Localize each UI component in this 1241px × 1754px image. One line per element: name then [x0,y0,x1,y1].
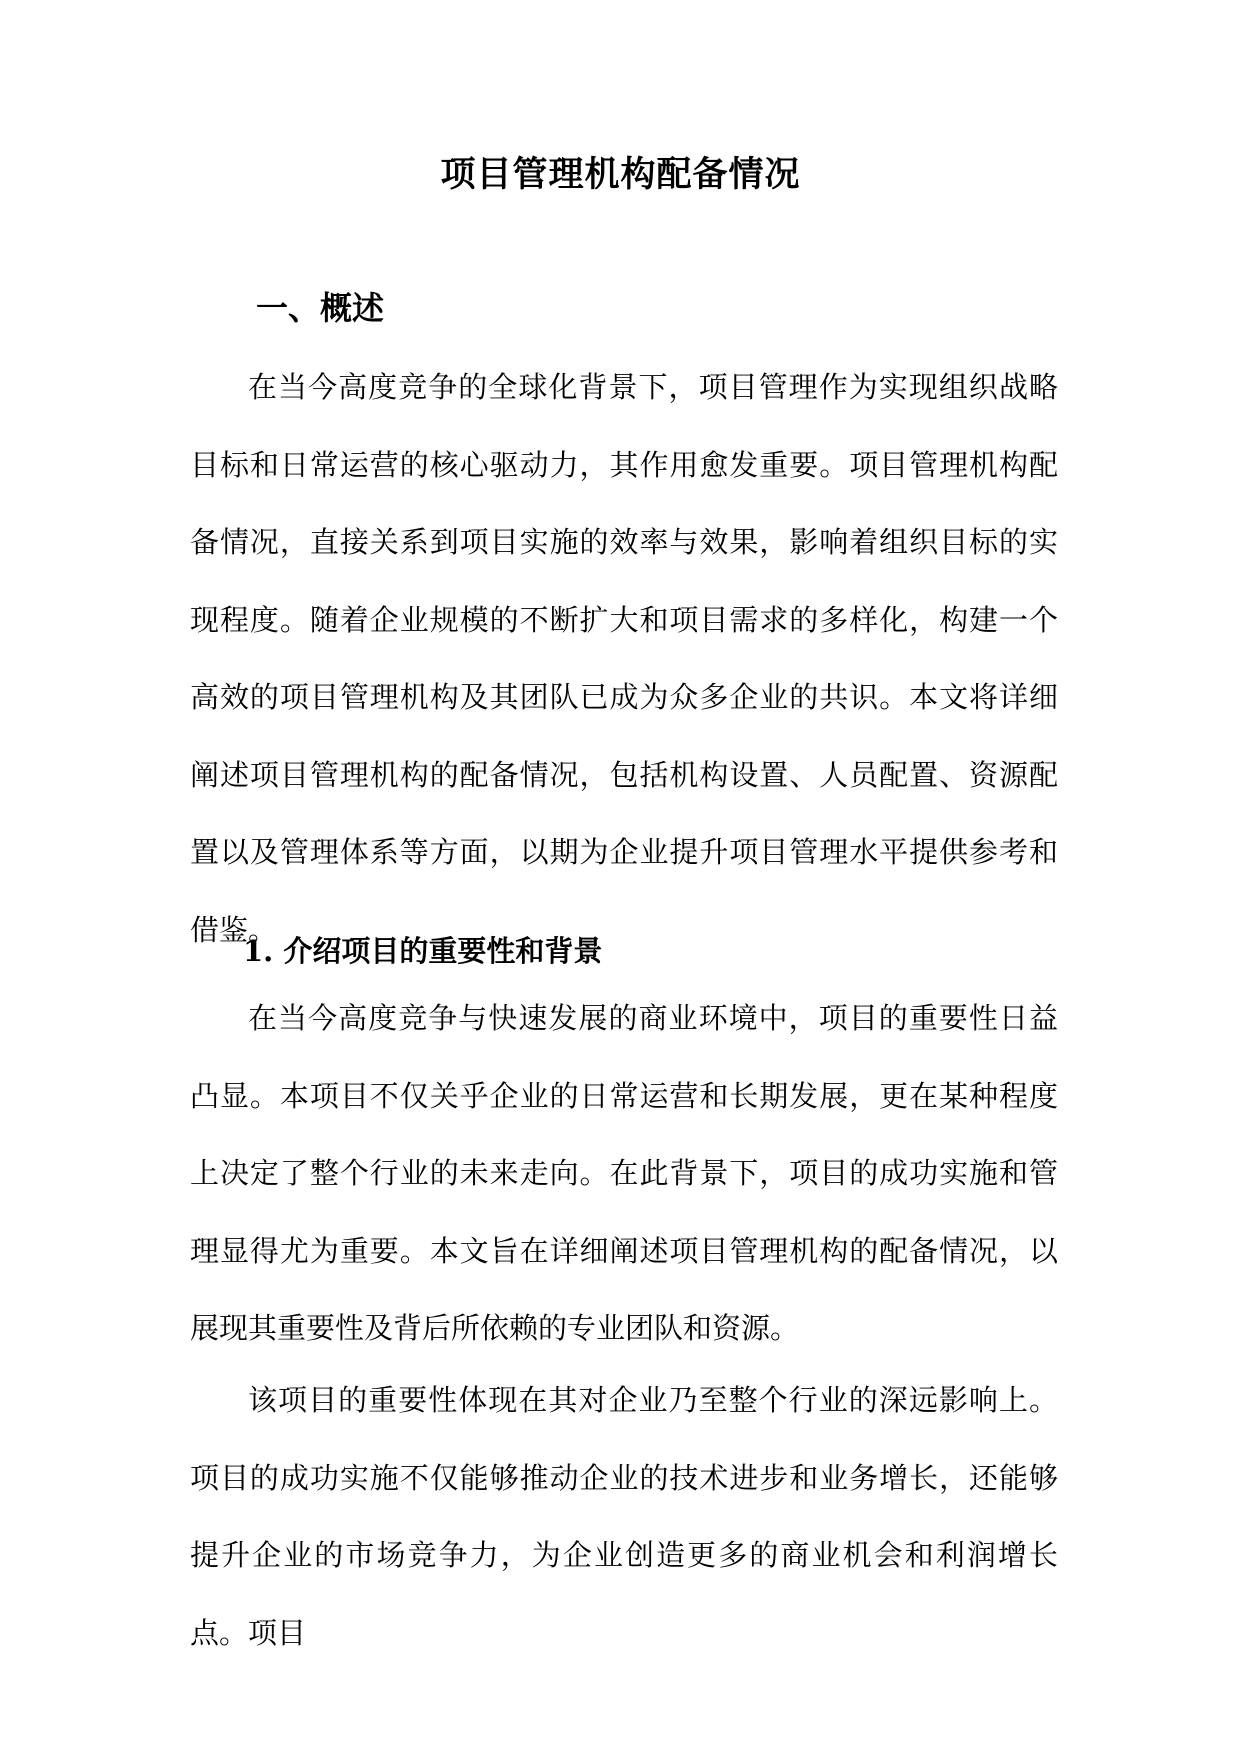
section-heading-overview: 一、概述 [256,289,385,327]
document-title: 项目管理机构配备情况 [440,154,801,195]
paragraph-overview: 在当今高度竞争的全球化背景下，项目管理作为实现组织战略目标和日常运营的核心驱动力，其作用愈发重要。项目管理机构配备情况，直接关系到项目实施的效率与效果，影响着组织目标的实现程度。随着企业规模的不断扩大和项目需求的多样化，构建一个高效的项目管理机构及其团队已成为众多企业的共识。本文将详细阐述项目管理机构的配备情况，包括机构设置、人员配置、资源配置以及管理体系等方面，以期为企业提升项目管理水平提供参考和借鉴。 [190,370,1058,947]
paragraph-impact: 该项目的重要性体现在其对企业乃至整个行业的深远影响上。项目的成功实施不仅能够推动企业的技术进步和业务增长，还能够提升企业的市场竞争力，为企业创造更多的商业机会和利润增长点。项目 [190,1383,1058,1650]
subheading-importance-background: 1. 介绍项目的重要性和背景 [243,934,603,968]
paragraph-importance: 在当今高度竞争与快速发展的商业环境中，项目的重要性日益凸显。本项目不仅关乎企业的日常运营和长期发展，更在某种程度上决定了整个行业的未来走向。在此背景下，项目的成功实施和管理显得尤为重要。本文旨在详细阐述项目管理机构的配备情况，以展现其重要性及背后所依赖的专业团队和资源。 [190,1001,1058,1345]
